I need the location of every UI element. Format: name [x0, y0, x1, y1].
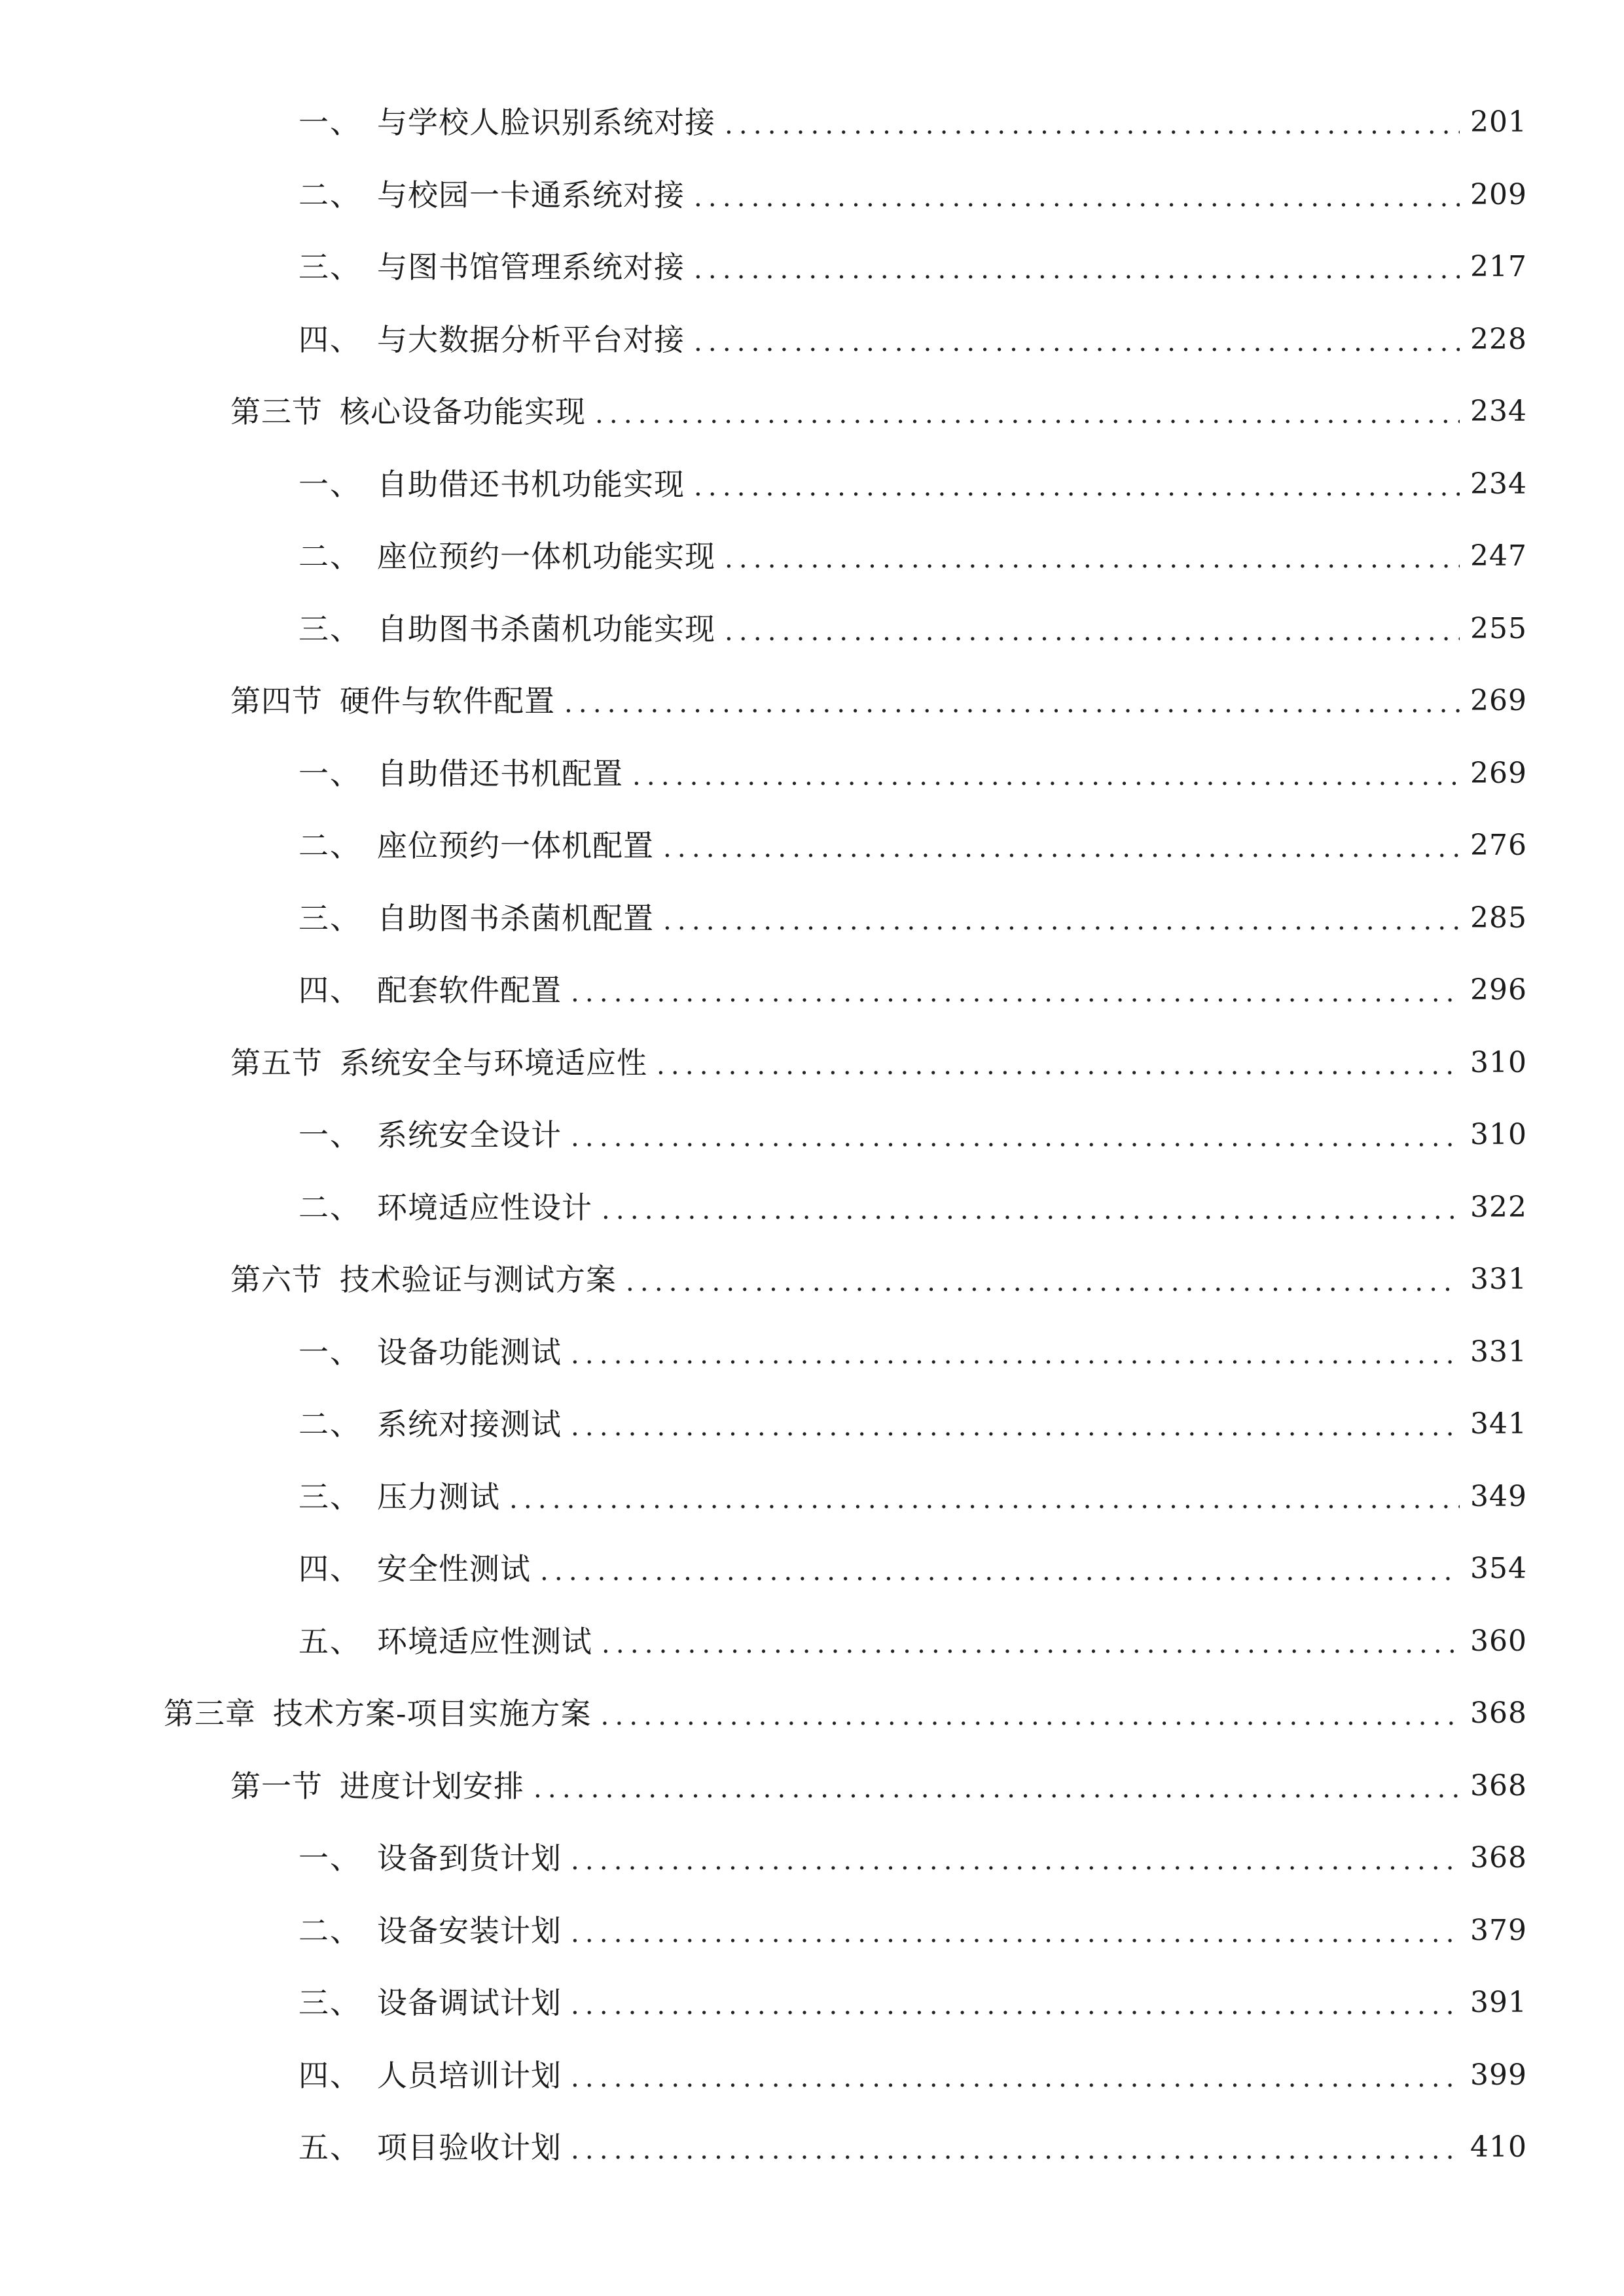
toc-entry-number: 一、: [298, 1334, 361, 1370]
toc-entry-page: 399: [1470, 2058, 1527, 2092]
toc-entry-page: 296: [1470, 973, 1527, 1007]
toc-entry[interactable]: [0, 520, 1624, 593]
toc-entry-page: 379: [1470, 1913, 1527, 1947]
toc-entry[interactable]: [0, 593, 1624, 666]
toc-entry-number: 三、: [298, 1985, 361, 2021]
dot-leader: [602, 1197, 1460, 1223]
toc-entry[interactable]: [0, 1099, 1624, 1172]
toc-entry-title: 自助图书杀菌机功能实现: [377, 611, 715, 647]
toc-entry-page: 234: [1470, 467, 1527, 501]
toc-entry-number: 第一节: [230, 1768, 323, 1804]
toc-entry[interactable]: [0, 810, 1624, 882]
toc-entry[interactable]: [0, 159, 1624, 232]
toc-entry-page: 276: [1470, 829, 1527, 863]
toc-entry-page: 285: [1470, 901, 1527, 935]
toc-section-entry[interactable]: [0, 665, 1624, 738]
toc-entry-page: 368: [1470, 1768, 1527, 1803]
toc-entry-page: 410: [1470, 2130, 1527, 2164]
toc-entry[interactable]: [0, 2111, 1624, 2184]
toc-entry-title: 技术验证与测试方案: [340, 1262, 617, 1298]
toc-entry-page: 269: [1470, 756, 1527, 790]
dot-leader: [725, 619, 1460, 645]
toc-entry-number: 二、: [298, 1189, 361, 1225]
toc-entry-page: 368: [1470, 1696, 1527, 1731]
toc-entry-title: 系统对接测试: [377, 1407, 562, 1443]
dot-leader: [663, 835, 1460, 861]
toc-entry-page: 349: [1470, 1479, 1527, 1513]
toc-entry[interactable]: [0, 882, 1624, 955]
toc-entry[interactable]: [0, 1388, 1624, 1461]
toc-entry[interactable]: [0, 231, 1624, 304]
toc-entry-number: 四、: [298, 1551, 361, 1587]
dot-leader: [601, 1703, 1460, 1729]
dot-leader: [694, 257, 1460, 283]
toc-entry-number: 三、: [298, 1479, 361, 1515]
toc-entry[interactable]: [0, 954, 1624, 1027]
toc-section-entry[interactable]: [0, 376, 1624, 448]
toc-section-entry[interactable]: [0, 1244, 1624, 1316]
dot-leader: [632, 763, 1460, 789]
toc-entry-title: 自助借还书机配置: [377, 755, 623, 791]
dot-leader: [571, 1992, 1460, 2018]
dot-leader: [602, 1631, 1460, 1657]
toc-entry-number: 一、: [298, 755, 361, 791]
toc-entry-title: 自助图书杀菌机配置: [377, 900, 654, 936]
toc-entry[interactable]: [0, 1533, 1624, 1605]
dot-leader: [663, 908, 1460, 934]
toc-section-entry[interactable]: [0, 1027, 1624, 1100]
dot-leader: [571, 2137, 1460, 2163]
toc-entry-title: 系统安全与环境适应性: [340, 1045, 647, 1081]
toc-entry-title: 项目验收计划: [377, 2130, 562, 2166]
toc-entry-number: 二、: [298, 177, 361, 213]
toc-entry-title: 设备到货计划: [377, 1840, 562, 1876]
toc-entry-number: 第四节: [230, 683, 323, 719]
toc-entry-page: 391: [1470, 1986, 1527, 2020]
toc-entry-title: 设备功能测试: [377, 1334, 562, 1370]
toc-entry-number: 三、: [298, 249, 361, 285]
toc-entry-title: 硬件与软件配置: [340, 683, 555, 719]
dot-leader: [657, 1052, 1460, 1079]
toc-entry-page: 269: [1470, 684, 1527, 718]
toc-entry-page: 331: [1470, 1335, 1527, 1369]
toc-entry-number: 四、: [298, 2057, 361, 2093]
toc-entry-page: 331: [1470, 1263, 1527, 1297]
toc-entry-number: 第三节: [230, 394, 323, 430]
toc-entry[interactable]: [0, 304, 1624, 376]
toc-entry-page: 354: [1470, 1552, 1527, 1586]
dot-leader: [571, 1342, 1460, 1368]
toc-entry[interactable]: [0, 448, 1624, 521]
toc-entry-page: 209: [1470, 177, 1527, 211]
toc-entry-title: 安全性测试: [377, 1551, 531, 1587]
dot-leader: [694, 474, 1460, 500]
toc-entry-page: 201: [1470, 105, 1527, 139]
toc-entry[interactable]: [0, 2039, 1624, 2112]
toc-entry[interactable]: [0, 1967, 1624, 2039]
toc-entry-number: 第三章: [164, 1696, 256, 1732]
dot-leader: [533, 1776, 1460, 1802]
toc-entry-number: 一、: [298, 1840, 361, 1876]
toc-entry-number: 二、: [298, 539, 361, 575]
toc-entry-title: 环境适应性测试: [377, 1623, 592, 1659]
toc-section-entry[interactable]: [0, 1750, 1624, 1823]
toc-entry[interactable]: [0, 738, 1624, 810]
toc-entry-number: 第六节: [230, 1262, 323, 1298]
toc-entry-title: 核心设备功能实现: [340, 394, 586, 430]
toc-entry-page: 368: [1470, 1841, 1527, 1875]
dot-leader: [571, 1414, 1460, 1440]
toc-entry-page: 341: [1470, 1407, 1527, 1441]
toc-entry-page: 360: [1470, 1624, 1527, 1658]
dot-leader: [595, 401, 1460, 427]
toc-entry-page: 247: [1470, 539, 1527, 573]
dot-leader: [694, 185, 1460, 211]
toc-entry-page: 310: [1470, 1118, 1527, 1152]
toc-entry-title: 技术方案-项目实施方案: [273, 1696, 592, 1732]
toc-entry-title: 与学校人脸识别系统对接: [377, 105, 715, 141]
toc-entry-number: 三、: [298, 900, 361, 936]
dot-leader: [571, 1920, 1460, 1946]
dot-leader: [694, 329, 1460, 355]
toc-entry-number: 一、: [298, 105, 361, 141]
toc-entry-page: 322: [1470, 1190, 1527, 1224]
toc-entry-page: 310: [1470, 1045, 1527, 1079]
toc-entry-title: 环境适应性设计: [377, 1189, 592, 1225]
toc-entry-title: 配套软件配置: [377, 973, 562, 1009]
toc-entry-page: 228: [1470, 322, 1527, 356]
toc-entry-title: 进度计划安排: [340, 1768, 524, 1804]
toc-entry-number: 二、: [298, 828, 361, 864]
toc-entry-title: 与校园一卡通系统对接: [377, 177, 685, 213]
toc-entry[interactable]: [0, 1316, 1624, 1389]
toc-entry[interactable]: [0, 1822, 1624, 1895]
toc-entry-title: 设备调试计划: [377, 1985, 562, 2021]
toc-entry-title: 座位预约一体机功能实现: [377, 539, 715, 575]
toc-entry[interactable]: [0, 1172, 1624, 1244]
dot-leader: [571, 2065, 1460, 2091]
toc-entry[interactable]: [0, 1895, 1624, 1967]
toc-entry-title: 自助借还书机功能实现: [377, 466, 685, 502]
toc-entry-title: 与大数据分析平台对接: [377, 321, 685, 357]
dot-leader: [571, 980, 1460, 1006]
toc-entry-number: 二、: [298, 1912, 361, 1948]
dot-leader: [725, 546, 1460, 572]
dot-leader: [564, 691, 1460, 717]
toc-entry-title: 人员培训计划: [377, 2057, 562, 2093]
toc-entry-number: 五、: [298, 2130, 361, 2166]
toc-entry-title: 与图书馆管理系统对接: [377, 249, 685, 285]
toc-entry-number: 一、: [298, 466, 361, 502]
toc-entry-title: 设备安装计划: [377, 1912, 562, 1948]
toc-entry-page: 234: [1470, 395, 1527, 429]
table-of-contents: [0, 86, 1624, 2184]
toc-entry-page: 255: [1470, 611, 1527, 645]
toc-entry-title: 系统安全设计: [377, 1117, 562, 1153]
toc-entry-number: 四、: [298, 321, 361, 357]
toc-entry-title: 座位预约一体机配置: [377, 828, 654, 864]
toc-entry-page: 217: [1470, 250, 1527, 284]
dot-leader: [540, 1558, 1460, 1585]
dot-leader: [725, 112, 1460, 138]
toc-entry[interactable]: [0, 1605, 1624, 1678]
dot-leader: [571, 1124, 1460, 1151]
dot-leader: [626, 1269, 1460, 1295]
toc-entry-number: 三、: [298, 611, 361, 647]
toc-entry[interactable]: [0, 1461, 1624, 1534]
toc-entry-title: 压力测试: [377, 1479, 500, 1515]
dot-leader: [571, 1848, 1460, 1874]
toc-entry-number: 四、: [298, 973, 361, 1009]
toc-entry[interactable]: [0, 86, 1624, 159]
dot-leader: [509, 1486, 1460, 1513]
toc-entry-number: 二、: [298, 1407, 361, 1443]
toc-entry-number: 一、: [298, 1117, 361, 1153]
toc-entry-number: 第五节: [230, 1045, 323, 1081]
toc-chapter-entry[interactable]: [0, 1677, 1624, 1750]
toc-entry-number: 五、: [298, 1623, 361, 1659]
